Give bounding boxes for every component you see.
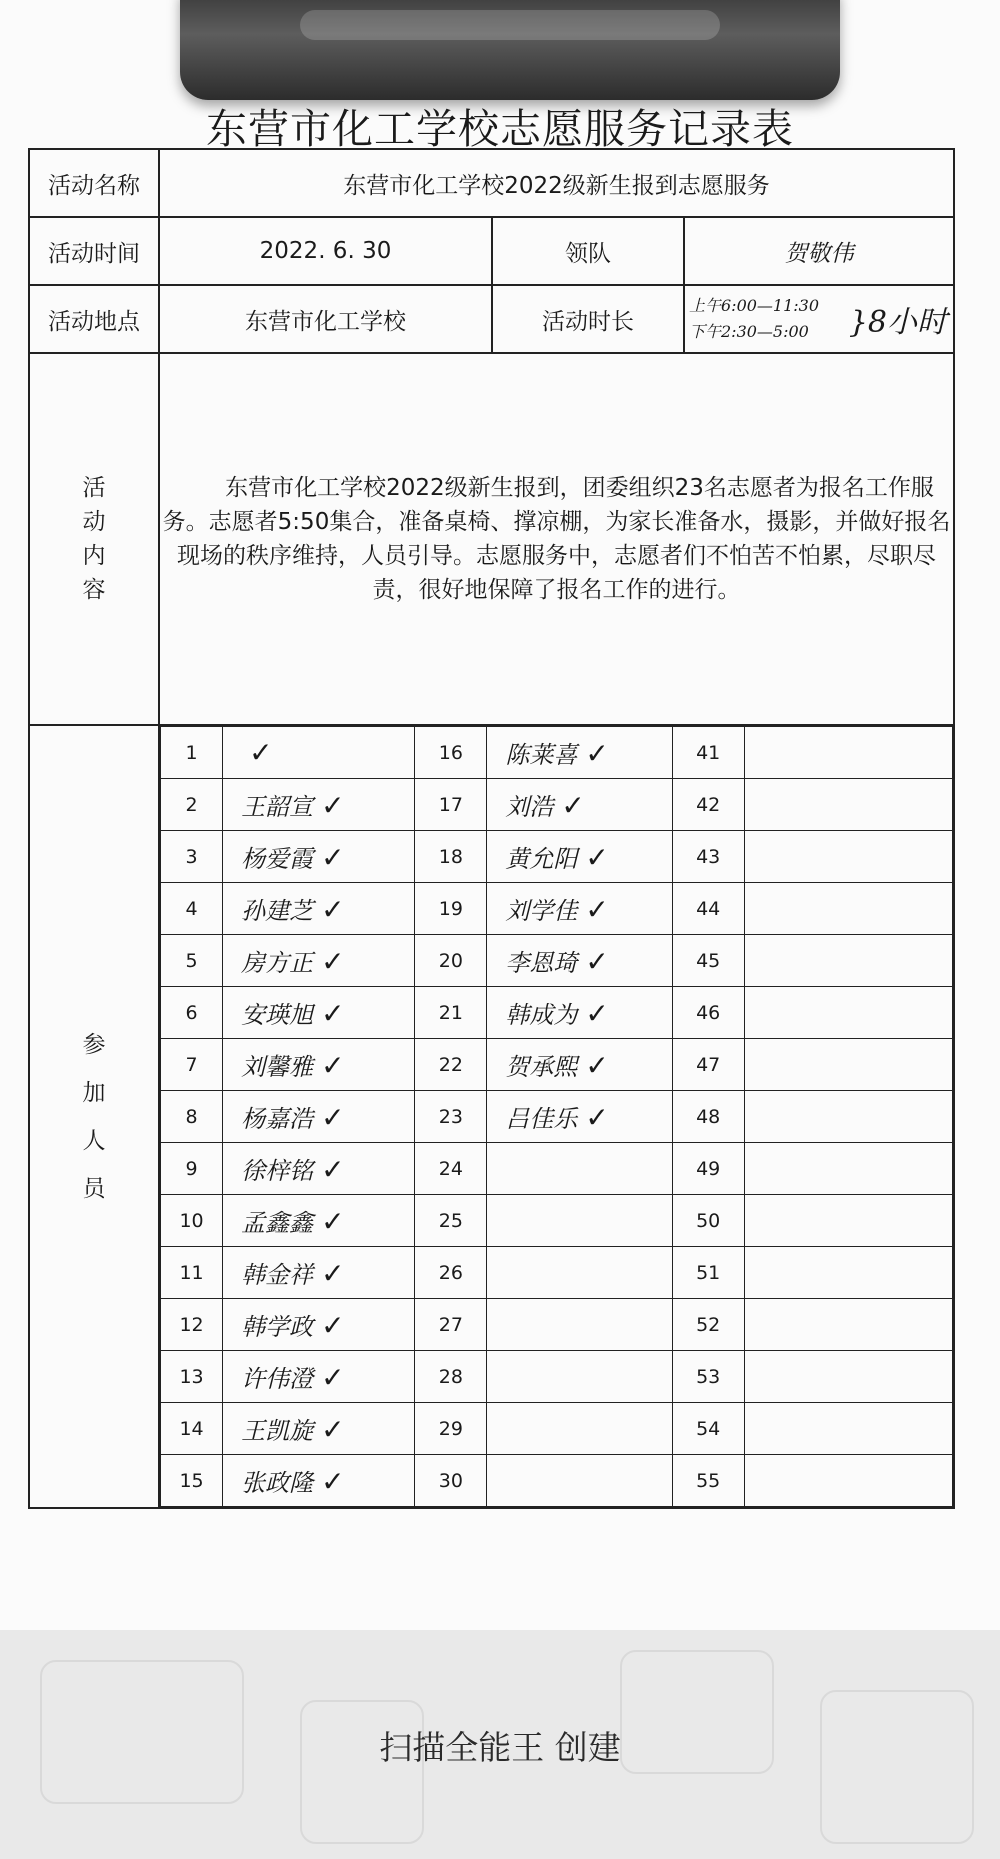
roster-signature-empty (744, 1039, 952, 1091)
roster-number-text: 47 (696, 1053, 721, 1076)
label-content-c4: 容 (82, 577, 106, 603)
roster-number-text: 24 (438, 1157, 463, 1180)
roster-row (161, 935, 953, 987)
row-activity-place (29, 285, 954, 353)
label-participants (29, 725, 159, 1508)
roster-row (161, 987, 953, 1039)
roster-number-text: 23 (438, 1105, 463, 1128)
roster-number (161, 935, 223, 987)
roster-signature-empty (744, 935, 952, 987)
roster-number-text: 55 (696, 1469, 721, 1492)
row-participants (29, 725, 954, 1508)
roster-signature-text: 刘浩 (505, 793, 554, 821)
roster-row (161, 1247, 953, 1299)
roster-signature-text: 房方正 (241, 949, 314, 977)
roster-number-text: 17 (438, 793, 463, 816)
roster-number (415, 727, 487, 779)
duration-am: 上午6:00—11:30 (689, 296, 820, 315)
roster-number (672, 1403, 744, 1455)
roster-number (672, 1195, 744, 1247)
roster-number-text: 14 (179, 1417, 204, 1440)
roster-signature-text: 黄允阳 (505, 845, 578, 873)
roster-number (672, 935, 744, 987)
roster-number (415, 1455, 487, 1507)
roster-row (161, 1143, 953, 1195)
roster-signature-text: 刘馨雅 (241, 1053, 314, 1081)
roster-number-text: 19 (438, 897, 463, 920)
label-content-c1: 活 (82, 475, 106, 501)
roster-signature-text: 孙建芝 (241, 897, 314, 925)
roster-signature-text: 徐梓铭 (241, 1157, 314, 1185)
roster-number (672, 1299, 744, 1351)
roster-number-text: 49 (696, 1157, 721, 1180)
roster-number (415, 1351, 487, 1403)
roster-number (415, 1091, 487, 1143)
roster-signature (223, 1195, 415, 1247)
roster-signature-text: 韩成为 (505, 1001, 578, 1029)
label-activity-place: 活动地点 (29, 285, 159, 353)
checkmark-icon: ✓ (585, 1101, 609, 1134)
roster-signature-text: 刘学佳 (505, 897, 578, 925)
roster-number-text: 41 (696, 741, 721, 764)
roster-signature (487, 1351, 672, 1403)
roster-number (672, 1091, 744, 1143)
roster-number-text: 1 (185, 741, 198, 764)
label-content-c2: 动 (82, 509, 106, 535)
roster-number-text: 15 (179, 1469, 204, 1492)
roster-signature (487, 987, 672, 1039)
checkmark-icon: ✓ (585, 841, 609, 874)
roster-signature (223, 935, 415, 987)
roster-signature (487, 1039, 672, 1091)
roster-row (161, 1403, 953, 1455)
roster-signature (487, 883, 672, 935)
roster-row (161, 1351, 953, 1403)
roster-signature (223, 1039, 415, 1091)
roster-number (415, 1039, 487, 1091)
roster-number (415, 1195, 487, 1247)
label-activity-time: 活动时间 (29, 217, 159, 285)
roster-table (160, 726, 953, 1507)
row-activity-time (29, 217, 954, 285)
roster-body (161, 727, 953, 1507)
roster-signature-empty (744, 987, 952, 1039)
roster-number (672, 727, 744, 779)
roster-signature-empty (744, 1403, 952, 1455)
checkmark-icon: ✓ (321, 1101, 345, 1134)
roster-signature (487, 1247, 672, 1299)
roster-number-text: 30 (438, 1469, 463, 1492)
roster-row (161, 1455, 953, 1507)
roster-number (672, 1247, 744, 1299)
roster-number-text: 16 (438, 741, 463, 764)
checkmark-icon: ✓ (585, 737, 609, 770)
roster-signature-empty (744, 727, 952, 779)
roster-number-text: 26 (438, 1261, 463, 1284)
label-activity-name: 活动名称 (29, 149, 159, 217)
roster-number-text: 7 (185, 1053, 198, 1076)
roster-signature-empty (744, 1455, 952, 1507)
roster-number-text: 5 (185, 949, 198, 972)
value-duration (684, 285, 954, 353)
roster-number (672, 987, 744, 1039)
roster-number (161, 1195, 223, 1247)
roster-signature (223, 1247, 415, 1299)
roster-number (672, 1039, 744, 1091)
label-participants-c1: 参 (82, 1031, 106, 1058)
roster-signature (223, 727, 415, 779)
roster-number-text: 28 (438, 1365, 463, 1388)
checkmark-icon: ✓ (585, 1049, 609, 1082)
value-leader: 贺敬伟 (684, 217, 954, 285)
roster-number-text: 21 (438, 1001, 463, 1024)
roster-signature-empty (744, 1143, 952, 1195)
roster-signature-empty (744, 1195, 952, 1247)
roster-number-text: 29 (438, 1417, 463, 1440)
clip-shine (300, 10, 720, 40)
roster-signature (487, 1091, 672, 1143)
roster-number (161, 1299, 223, 1351)
record-form (28, 148, 955, 1509)
value-activity-content: 东营市化工学校2022级新生报到，团委组织23名志愿者为报名工作服务。志愿者5:50集合，准备桌椅、撑凉棚，为家长准备水，摄影，并做好报名现场的秩序维持，人员引导。志愿服务中，志愿者们不怕苦不怕累，尽职尽责，很好地保障了报名工作的进行。 (159, 353, 954, 725)
roster-number-text: 42 (696, 793, 721, 816)
roster-number-text: 51 (696, 1261, 721, 1284)
roster-signature (487, 727, 672, 779)
roster-number-text: 45 (696, 949, 721, 972)
label-participants-c4: 员 (82, 1175, 106, 1202)
roster-number (415, 1403, 487, 1455)
roster-signature (223, 1403, 415, 1455)
roster-number-text: 43 (696, 845, 721, 868)
label-participants-c3: 人 (82, 1127, 106, 1154)
roster-signature-empty (744, 1351, 952, 1403)
roster-number-text: 2 (185, 793, 198, 816)
roster-number-text: 13 (179, 1365, 204, 1388)
roster-number-text: 25 (438, 1209, 463, 1232)
checkmark-icon: ✓ (249, 736, 273, 769)
roster-number-text: 52 (696, 1313, 721, 1336)
roster-signature-text: 陈莱喜 (505, 741, 578, 769)
roster-row (161, 727, 953, 779)
roster-row (161, 1195, 953, 1247)
checkmark-icon: ✓ (561, 789, 585, 822)
clipboard-clip (180, 0, 840, 100)
roster-number (161, 1403, 223, 1455)
roster-signature (487, 779, 672, 831)
roster-number (161, 883, 223, 935)
roster-number (161, 1351, 223, 1403)
roster-number (161, 779, 223, 831)
checkmark-icon: ✓ (321, 893, 345, 926)
roster-number-text: 12 (179, 1313, 204, 1336)
roster-signature (223, 987, 415, 1039)
roster-number (161, 1143, 223, 1195)
roster-signature (223, 1143, 415, 1195)
checkmark-icon: ✓ (321, 1465, 345, 1498)
roster-number-text: 54 (696, 1417, 721, 1440)
roster-number (415, 935, 487, 987)
row-activity-content (29, 353, 954, 725)
roster-number (672, 831, 744, 883)
roster-row (161, 1091, 953, 1143)
roster-number (415, 1247, 487, 1299)
roster-row (161, 883, 953, 935)
roster-number (161, 987, 223, 1039)
roster-signature (223, 1455, 415, 1507)
roster-signature-empty (744, 1299, 952, 1351)
roster-number-text: 8 (185, 1105, 198, 1128)
roster-number (415, 1299, 487, 1351)
row-activity-name (29, 149, 954, 217)
roster-number-text: 4 (185, 897, 198, 920)
roster-number-text: 3 (185, 845, 198, 868)
roster-number (161, 1039, 223, 1091)
label-leader: 领队 (492, 217, 684, 285)
roster-signature (487, 1455, 672, 1507)
roster-signature-text: 张政隆 (241, 1469, 314, 1497)
roster-number (415, 883, 487, 935)
checkmark-icon: ✓ (321, 997, 345, 1030)
label-duration: 活动时长 (492, 285, 684, 353)
roster-number-text: 53 (696, 1365, 721, 1388)
roster-signature (487, 1195, 672, 1247)
label-participants-c2: 加 (82, 1079, 106, 1106)
checkmark-icon: ✓ (321, 841, 345, 874)
roster-row (161, 831, 953, 883)
roster-number (161, 831, 223, 883)
roster-signature-text: 杨嘉浩 (241, 1105, 314, 1133)
participants-cell (159, 725, 954, 1508)
roster-signature (223, 883, 415, 935)
roster-number (672, 1351, 744, 1403)
roster-row (161, 1299, 953, 1351)
roster-number-text: 10 (179, 1209, 204, 1232)
roster-signature-text: 王韶宣 (241, 793, 314, 821)
roster-number-text: 27 (438, 1313, 463, 1336)
roster-signature-text: 杨爱霞 (241, 845, 314, 873)
roster-signature-text: 韩学政 (241, 1313, 314, 1341)
roster-signature (487, 1403, 672, 1455)
roster-signature-empty (744, 831, 952, 883)
roster-signature-text: 李恩琦 (505, 949, 578, 977)
roster-signature-empty (744, 1091, 952, 1143)
roster-signature-text: 孟鑫鑫 (241, 1209, 314, 1237)
duration-total: }8小时 (848, 305, 948, 340)
roster-number (415, 779, 487, 831)
roster-number (672, 1143, 744, 1195)
roster-number (161, 1091, 223, 1143)
roster-number (415, 1143, 487, 1195)
checkmark-icon: ✓ (321, 789, 345, 822)
scanner-watermark: 扫描全能王 创建 (379, 1728, 621, 1767)
checkmark-icon: ✓ (321, 1257, 345, 1290)
label-content-c3: 内 (82, 543, 106, 569)
roster-number-text: 18 (438, 845, 463, 868)
roster-number (672, 779, 744, 831)
roster-signature-text: 王凯旋 (241, 1417, 314, 1445)
roster-number (161, 727, 223, 779)
roster-signature-text: 吕佳乐 (505, 1105, 578, 1133)
roster-number-text: 22 (438, 1053, 463, 1076)
value-activity-place: 东营市化工学校 (159, 285, 492, 353)
roster-number (672, 883, 744, 935)
roster-number-text: 11 (179, 1261, 204, 1284)
roster-signature-empty (744, 883, 952, 935)
roster-signature-empty (744, 779, 952, 831)
roster-signature (223, 831, 415, 883)
checkmark-icon: ✓ (321, 1049, 345, 1082)
roster-row (161, 779, 953, 831)
roster-number-text: 20 (438, 949, 463, 972)
roster-signature (487, 1143, 672, 1195)
checkmark-icon: ✓ (321, 1361, 345, 1394)
checkmark-icon: ✓ (585, 945, 609, 978)
roster-number-text: 48 (696, 1105, 721, 1128)
roster-signature (487, 935, 672, 987)
checkmark-icon: ✓ (585, 893, 609, 926)
roster-number (161, 1247, 223, 1299)
roster-signature-empty (744, 1247, 952, 1299)
checkmark-icon: ✓ (321, 1153, 345, 1186)
roster-number (161, 1455, 223, 1507)
roster-signature-text: 安瑛旭 (241, 1001, 314, 1029)
value-activity-name: 东营市化工学校2022级新生报到志愿服务 (159, 149, 954, 217)
roster-row (161, 1039, 953, 1091)
roster-number (415, 831, 487, 883)
roster-signature (487, 1299, 672, 1351)
roster-signature-text: 贺承熙 (505, 1053, 578, 1081)
checkmark-icon: ✓ (585, 997, 609, 1030)
roster-signature (223, 1299, 415, 1351)
roster-number-text: 46 (696, 1001, 721, 1024)
roster-number-text: 9 (185, 1157, 198, 1180)
checkmark-icon: ✓ (321, 1309, 345, 1342)
roster-signature (223, 1351, 415, 1403)
roster-signature (487, 831, 672, 883)
roster-number (672, 1455, 744, 1507)
checkmark-icon: ✓ (321, 1413, 345, 1446)
label-activity-content (29, 353, 159, 725)
roster-signature-text: 韩金祥 (241, 1261, 314, 1289)
roster-number-text: 44 (696, 897, 721, 920)
roster-number-text: 50 (696, 1209, 721, 1232)
roster-number-text: 6 (185, 1001, 198, 1024)
roster-signature (223, 779, 415, 831)
roster-number (415, 987, 487, 1039)
value-activity-time: 2022. 6. 30 (159, 217, 492, 285)
checkmark-icon: ✓ (321, 945, 345, 978)
form-title: 东营市化工学校志愿服务记录表 (206, 105, 794, 153)
roster-signature (223, 1091, 415, 1143)
duration-pm: 下午2:30—5:00 (689, 322, 809, 341)
checkmark-icon: ✓ (321, 1205, 345, 1238)
roster-signature-text: 许伟澄 (241, 1365, 314, 1393)
